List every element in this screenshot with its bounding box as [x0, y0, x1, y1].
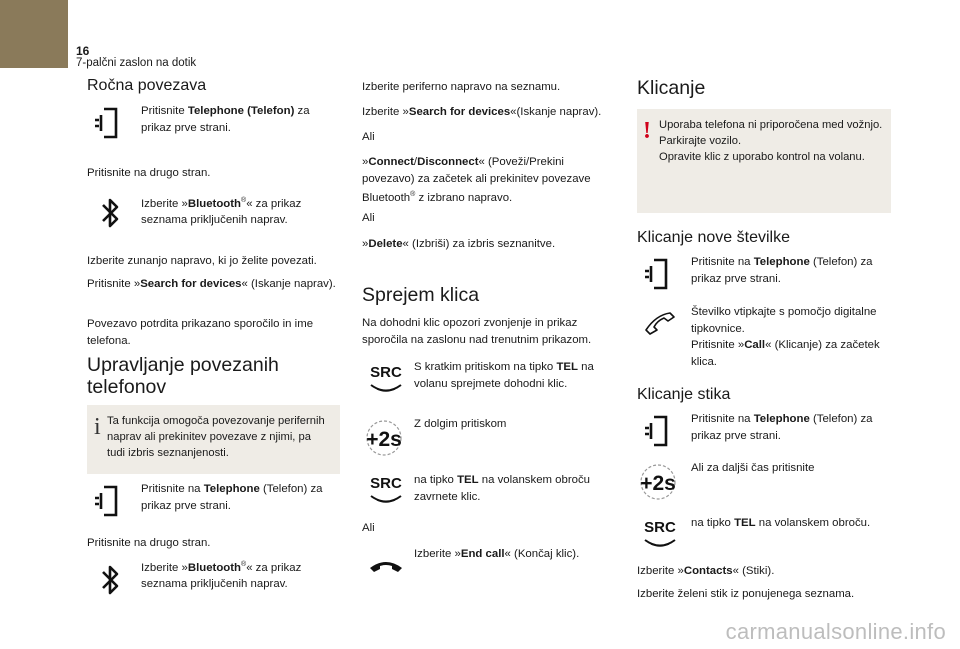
- text-ali-3: Ali: [362, 522, 375, 534]
- step-telephone-2: Pritisnite na Telephone (Telefon) za prikaz prve strani.: [141, 483, 323, 512]
- text-search-devices: Pritisnite »Search for devices« (Iskanje naprav).: [87, 278, 336, 290]
- svg-text:SRC: SRC: [644, 519, 676, 536]
- text-drugo-stran-1: Pritisnite na drugo stran.: [87, 167, 211, 179]
- text-ali-2: Ali: [362, 212, 375, 224]
- svg-text:+2s: +2s: [640, 472, 676, 495]
- src-button-icon: [362, 360, 410, 398]
- step-call: Številko vtipkajte s pomočjo digitalne tipkovnice. Pritisnite »Call« (Klicanje) za začetek klica.: [691, 306, 880, 368]
- step-tel-contact: na tipko TEL na volanskem obroču.: [691, 517, 871, 529]
- step-bluetooth-1: Izberite »Bluetooth®« za prikaz seznama priključenih naprav.: [141, 197, 302, 227]
- text-contacts: Izberite »Contacts« (Stiki).: [637, 565, 775, 577]
- heading-klicanje-nove: Klicanje nove številke: [637, 229, 790, 246]
- step-telephone-4: Pritisnite na Telephone (Telefon) za prikaz prve strani.: [691, 413, 873, 442]
- watermark: carmanualsonline.info: [725, 619, 946, 644]
- info-icon: i: [94, 414, 101, 440]
- text-periferna: Izberite periferno napravo na seznamu.: [362, 81, 561, 93]
- src-button-icon: [636, 515, 684, 553]
- step-telephone-1: Pritisnite Telephone (Telefon) za prikaz prve strani.: [141, 105, 310, 134]
- heading-klicanje: Klicanje: [637, 77, 706, 99]
- svg-text:+2s: +2s: [366, 428, 402, 451]
- text-zunanja-naprava: Izberite zunanjo napravo, ki jo želite povezati.: [87, 255, 317, 267]
- step-tel-reject: na tipko TEL na volanskem obroču zavrnete klic.: [414, 474, 591, 503]
- svg-text:SRC: SRC: [370, 364, 402, 381]
- hold-2s-icon: [634, 463, 682, 501]
- text-ali-1: Ali: [362, 131, 375, 143]
- warning-note-text: Uporaba telefona ni priporočena med vožnjo. Parkirajte vozilo. Opravite klic z uporabo kontrol na volanu.: [659, 119, 883, 163]
- end-call-icon: [362, 545, 410, 583]
- step-end-call: Izberite »End call« (Končaj klic).: [414, 548, 580, 560]
- step-bluetooth-2: Izberite »Bluetooth®« za prikaz seznama priključenih naprav.: [141, 561, 302, 591]
- step-tel-short: S kratkim pritiskom na tipko TEL na volanu sprejmete dohodni klic.: [414, 361, 594, 390]
- heading-sprejem-klica: Sprejem klica: [362, 284, 480, 306]
- bluetooth-icon: [86, 561, 134, 599]
- phone-icon: [84, 482, 132, 520]
- page-number: 16: [76, 44, 90, 58]
- bluetooth-icon: [86, 194, 134, 232]
- text-dohodni-klic: Na dohodni klic opozori zvonjenje in prikaz sporočila na zaslonu nad trenutnim prikazom.: [362, 317, 592, 346]
- phone-icon: [634, 255, 682, 293]
- src-button-icon: [362, 471, 410, 509]
- corner-tab: [0, 0, 68, 68]
- phone-icon: [84, 104, 132, 142]
- heading-klicanje-stika: Klicanje stika: [637, 386, 731, 403]
- text-izberite-stik: Izberite želeni stik iz ponujenega seznama.: [637, 588, 855, 600]
- warning-note: [637, 109, 891, 213]
- hold-2s-icon: [360, 419, 408, 457]
- text-drugo-stran-2: Pritisnite na drugo stran.: [87, 537, 211, 549]
- heading-upravljanje: Upravljanje povezanih telefonov: [87, 354, 279, 398]
- text-search-devices-2: Izberite »Search for devices«(Iskanje naprav).: [362, 106, 602, 118]
- warning-icon: !: [643, 118, 651, 144]
- text-potrdite: Povezavo potrdita prikazano sporočilo in ime telefona.: [87, 318, 314, 347]
- info-note-text: Ta funkcija omogoča povezovanje perifernih naprav ali prekinitev povezave z njimi, pa tudi izbris seznanjenosti.: [107, 415, 325, 459]
- info-note: [87, 405, 340, 474]
- heading-rocna-povezava: Ročna povezava: [87, 77, 207, 94]
- svg-text:SRC: SRC: [370, 475, 402, 492]
- section-title: 7-palčni zaslon na dotik: [76, 57, 197, 69]
- step-long-press-2: Ali za daljši čas pritisnite: [691, 462, 815, 474]
- step-telephone-3: Pritisnite na Telephone (Telefon) za prikaz prve strani.: [691, 256, 873, 285]
- text-delete: »Delete« (Izbriši) za izbris seznanitve.: [362, 238, 556, 250]
- text-connect-disconnect: »Connect/Disconnect« (Poveži/Prekini povezavo) za začetek ali prekinitev povezave Bluetooth® z izbrano napravo.: [362, 156, 591, 204]
- step-long-press: Z dolgim pritiskom: [414, 418, 507, 430]
- phone-icon: [634, 412, 682, 450]
- handset-icon: [636, 305, 684, 343]
